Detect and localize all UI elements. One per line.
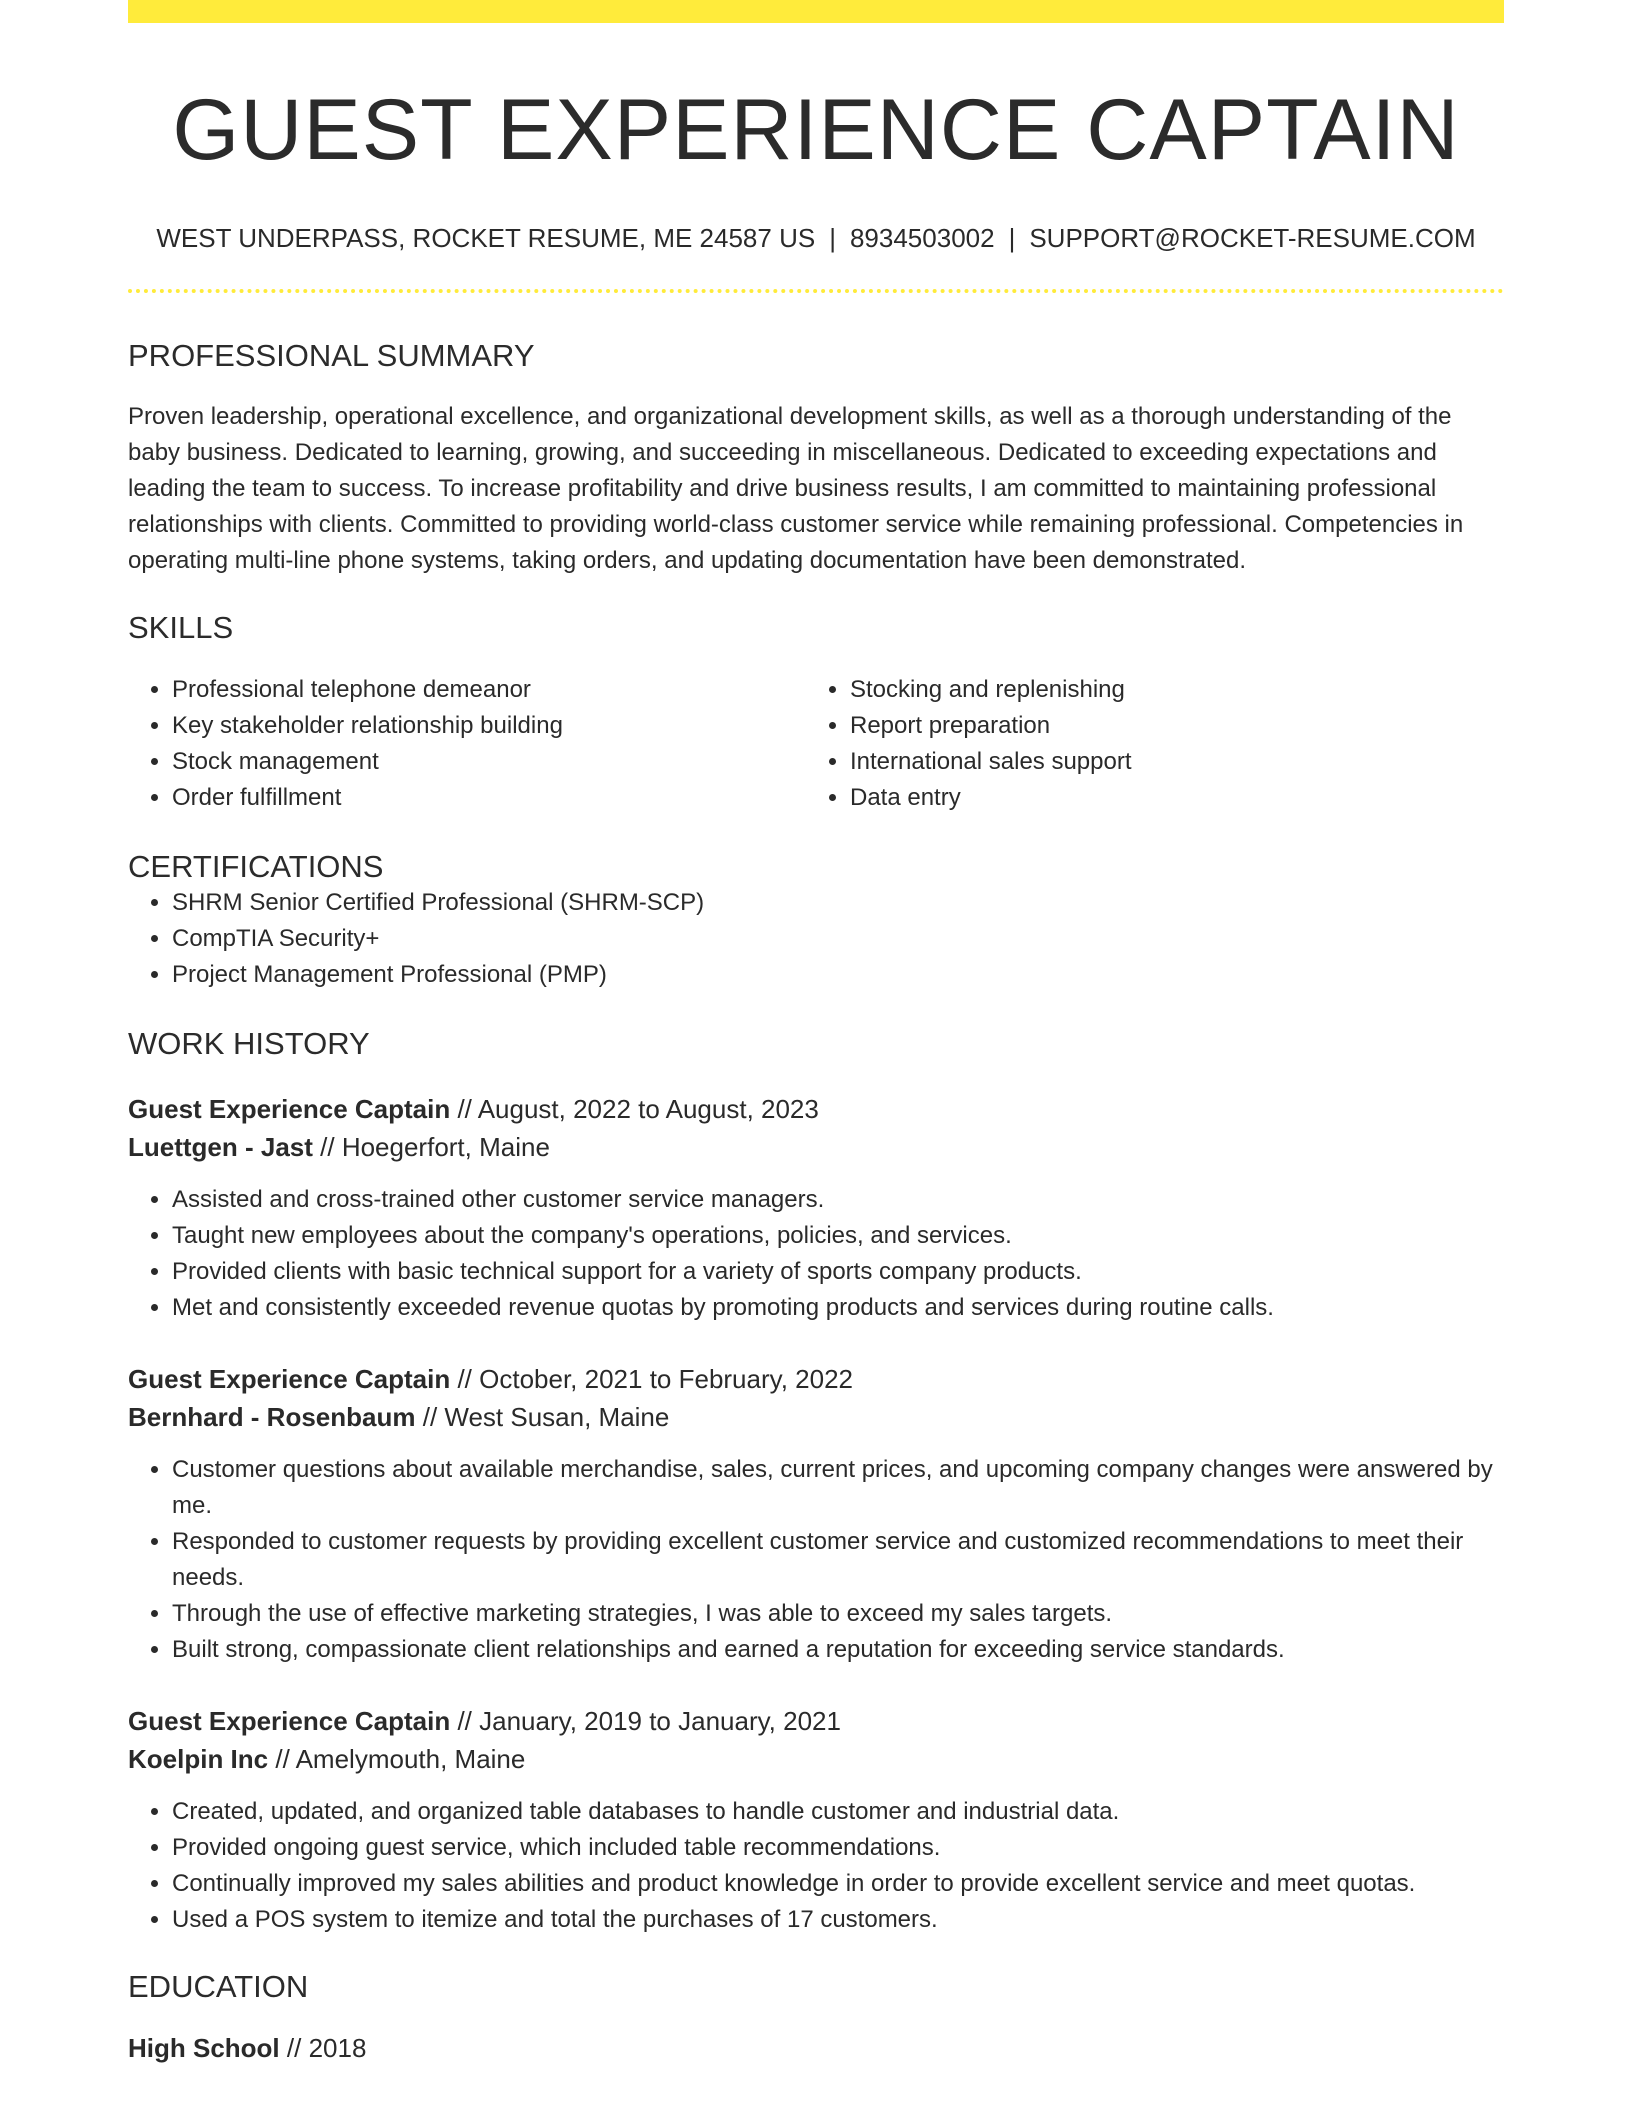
job-location: // Hoegerfort, Maine [312, 1132, 550, 1163]
job-dates: // January, 2019 to January, 2021 [450, 1706, 841, 1737]
skill-item: • International sales support [850, 744, 1484, 780]
education-degree: High School [128, 2033, 280, 2064]
education-year: // 2018 [279, 2033, 367, 2064]
skill-item: • Stocking and replenishing [850, 672, 1484, 708]
certifications-list [128, 885, 1504, 993]
address: WEST UNDERPASS, ROCKET RESUME, ME 24587 US [156, 222, 816, 253]
job-bullets [128, 1452, 1504, 1668]
job-role: Guest Experience Captain [128, 1364, 451, 1395]
skill-item: • Key stakeholder relationship building [172, 708, 806, 744]
contact-line [128, 222, 1504, 256]
job-dates: // October, 2021 to February, 2022 [450, 1364, 853, 1395]
job-bullet: • Responded to customer requests by providing excellent customer service and customized recommendations to meet their needs. [172, 1524, 1504, 1596]
dotted-divider [128, 289, 1504, 293]
job-bullet: • Created, updated, and organized table databases to handle customer and industrial data. [172, 1794, 1504, 1830]
work-history-heading: WORK HISTORY [128, 1025, 370, 1061]
job-company-line [128, 1398, 1504, 1436]
contact-separator: | [829, 222, 836, 253]
skill-item: • Order fulfillment [172, 780, 806, 816]
skill-item: • Professional telephone demeanor [172, 672, 806, 708]
skill-item: • Data entry [850, 780, 1484, 816]
resume-page [128, 0, 1504, 2067]
job-company-line [128, 1128, 1504, 1166]
accent-bar [128, 0, 1504, 23]
summary-heading: PROFESSIONAL SUMMARY [128, 338, 535, 374]
phone: 8934503002 [849, 222, 995, 253]
job-bullet: • Provided clients with basic technical support for a variety of sports company products. [172, 1254, 1504, 1290]
job-bullet: • Assisted and cross-trained other customer service managers. [172, 1182, 1504, 1218]
job-bullet: • Through the use of effective marketing strategies, I was able to exceed my sales targets. [172, 1596, 1504, 1632]
skills-column-right [806, 672, 1484, 816]
job-entry [128, 1360, 1504, 1668]
certification-item: • CompTIA Security+ [172, 921, 1504, 957]
summary-text: Proven leadership, operational excellence, and organizational development skills, as well as a thorough understanding of the baby business. Dedicated to learning, growing, and succeeding in miscellaneous. Dedicated to exceeding expectations and leading the team to success. To increase profitability and drive business results, I am committed to maintaining professional relationships with clients. Committed to providing world-class customer service while remaining professional. Competencies in operating multi-line phone systems, taking orders, and updating documentation have been demonstrated. [128, 402, 1464, 574]
job-bullet: • Met and consistently exceeded revenue quotas by promoting products and services during routine calls. [172, 1290, 1504, 1326]
job-role: Guest Experience Captain [128, 1094, 451, 1125]
certifications-heading: CERTIFICATIONS [128, 848, 384, 884]
skill-item: • Stock management [172, 744, 806, 780]
skills-column-left [128, 672, 806, 816]
job-entry [128, 1702, 1504, 1938]
job-location: // Amelymouth, Maine [268, 1744, 526, 1775]
job-role-line [128, 1090, 1504, 1128]
job-company: Koelpin Inc [128, 1744, 269, 1775]
contact-separator: | [1008, 222, 1016, 253]
job-bullet: • Built strong, compassionate client relationships and earned a reputation for exceeding service standards. [172, 1632, 1504, 1668]
job-entry [128, 1090, 1504, 1326]
email: SUPPORT@ROCKET-RESUME.COM [1029, 222, 1476, 253]
job-role-line [128, 1702, 1504, 1740]
certification-item: • Project Management Professional (PMP) [172, 957, 1504, 993]
certification-item: • SHRM Senior Certified Professional (SHRM-SCP) [172, 885, 1504, 921]
job-bullet: • Used a POS system to itemize and total the purchases of 17 customers. [172, 1902, 1504, 1938]
job-bullet: • Provided ongoing guest service, which included table recommendations. [172, 1830, 1504, 1866]
job-bullets [128, 1794, 1504, 1938]
job-bullets [128, 1182, 1504, 1326]
skills-heading: SKILLS [128, 609, 234, 645]
skill-item: • Report preparation [850, 708, 1484, 744]
resume-title: GUEST EXPERIENCE CAPTAIN [172, 82, 1460, 178]
education-entry [128, 2029, 1504, 2067]
job-dates: // August, 2022 to August, 2023 [450, 1094, 819, 1125]
job-role-line [128, 1360, 1504, 1398]
job-role: Guest Experience Captain [128, 1706, 451, 1737]
job-company: Bernhard - Rosenbaum [128, 1402, 416, 1433]
job-bullet: • Customer questions about available merchandise, sales, current prices, and upcoming company changes were answered by me. [172, 1452, 1504, 1524]
education-heading: EDUCATION [128, 1969, 309, 2005]
skills-list [128, 672, 1504, 816]
job-bullet: • Continually improved my sales abilities and product knowledge in order to provide excellent service and meet quotas. [172, 1866, 1504, 1902]
job-company-line [128, 1740, 1504, 1778]
job-company: Luettgen - Jast [128, 1132, 313, 1163]
job-bullet: • Taught new employees about the company's operations, policies, and services. [172, 1218, 1504, 1254]
job-location: // West Susan, Maine [415, 1402, 670, 1433]
